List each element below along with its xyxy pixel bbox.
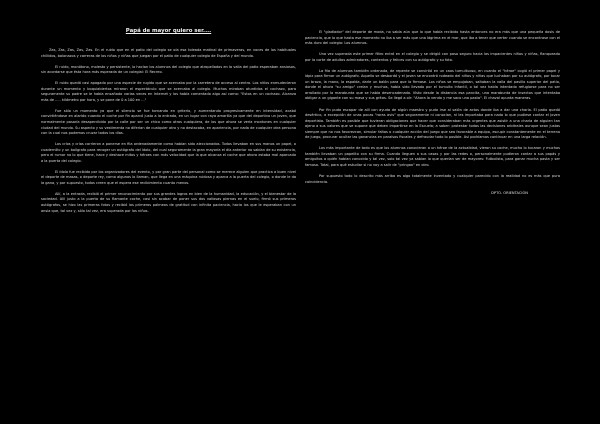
signature: DPTO. ORIENTACIÓN [491,191,528,196]
paragraph: El ruido quedó casi apagado por una especie de rugido que se acercaba por la carretera de acceso al centro. Los niños enmudecieron durante un momento y boquiabiertos miraron el espectáculo que se acercaba al colegio. Muchos miraban aturdidos el cochazo, para seguramente su padre se le había ensañado varias veces en Internet y los había comentado algo así como: "Estos en un cochazo. Alcanza más de ..... kilómetro por hora, y se pone de 0 a 100 en ..." [41,81,296,102]
paragraph: La fila de alumnos también ordenada, de repente se convirtió en un caos tumultuoso, en cuanto el "héroe" cogió el primer papel y lápiz para firmar un autógrafo. Aquello se desbordó y el joven se encontró rodeado del niños y niñas que luchaban por su autógrafo, por tocar un brazo, la mano, la espalda, darle un balón para que lo firmase. Los niños se empujaban, saltaban la valla del pasillo superior del patio, donde el ahora "su amigo" creían y muchos, había sido llevado por el tumulto infantil, o tal vez había intentado refugiarse para no ser arrollado por la marabunta que se había desencadenado. Visto desde la distancia esa pancita, una marabunta de insectos que intentaba obligar a un gigante con su masa y sus gritos. Se llegó a oír: "Ahora lo vendo y me saco una pasta". El chaval apunta maneras. [305,68,560,101]
paragraph: El "gladiador" del deporte de moda, no sabía aún que lo que había recibido hasta entonces no era más que una pequeña dosis de paciencia, que lo que hasta ese momento no iba a ser más que una lágrima en el mar, que iba a tener que verter cuando se encontrase con el más duro del colegio: Los alumnos. [305,30,560,46]
paragraph: Por fin pudo escapar de allí con ayuda de algún maestro y pudo irse al salón de actos donde iba a dar una charla. El patio quedó desértico, a excepción de unas pocas "raras avis" que seguramente ni conocían, ni les importaba para nada lo que pudiese contar el joven deportista. También es posible que tuvieran obligaciones que hacer que consideraban más urgentes que asistir a una charla de alguien tan ajeno a sus valores que se supone que deben impartirse en la Escuela; a saber: protestar todas las decisiones arbitrales aunque sean justas siempre que no nos favorezcan, simular faltas o cualquier acción del juego que sea favorable a equipo, escupir constantemente en el terreno de juego, procurar ocultar las ganancias en paraísos fiscales y defraudar todo lo posible. Así podríamos continuar en una larga relación. [305,107,560,140]
paragraph: Zas, Zas, Zas, Zas, Zas. En el ruido que en el patio del colegio se oía esa toleada matinal de primaveras, en voces de los habituales chillidos, balonazos y carreras de los niños y niñas que juegan por el patio de cualquier colegio de España y del mundo. [41,48,296,58]
paragraph: Allí, a la entrada, recibió el primer reconocimiento por sus grandes logros en bien de la humanidad, la educación, y el bienestar de la sociedad. Allí justo a la puerta de su flamante coche, casi sin acabar de poner sus dos valiosas piernas en el suelo, firmó sus primeros autógrafos, se hizo las primeras fotos y recibió los primeros palmeos de gratitud con infinita paciencia, hacia los que le esperaban con un ansia que, tal vez y, sólo tal vez, era superada por los niños. [41,191,296,213]
paragraph: El ídolo fue recibido por los organizadores del evento, y por gran parte del personal como se merece alguien que practica a buen nivel el deporte de masas, o deporte rey, como algunos lo llaman, que llega en una máquina ruidosa y aparca a la puerta del colegio, o donde le da la gana, y por supuesto, todos creen que el espera ese recibimiento cuanto menos. [41,169,296,185]
right-column [305,30,560,197]
footnote: Por supuesto todo lo descrito más arriba es algo totalmente inventado y cualquier parecido con la realidad no es más que pura coincidencia. [305,173,560,184]
paragraph: Los más importante de todo es que los alumnos conocieran a un héroe de la actualidad, vieron su coche, mucho lo tocaron y muchos también llevaban un papelito con su firma. Cuando lleguen a sus casas y por las redes o, personalmente pudieron contar a sus papás y amiguitos a quién habían conocido y tal vez, solo tal vez ya sabían lo que querían ser de mayores: Futbolista, para ganar mucha pasta y ser famoso. Total, para qué estudiar si no voy a salir de "pringao" en otro. [305,146,560,167]
left-column [41,28,296,220]
document-title: Papá de mayor quiero ser.... [125,28,212,34]
paragraph: Los críos y crías corrieron a ponerse en fila ordenadamente como habían sido aleccionados. Todos llevaban en sus manos un papel, o cuadernillo y un bolígrafo para recoger un autógrafo del ídolo, del cual seguramente la gran mayoría el día anterior no sabían de su existencia, pero el rumor no lo que tiene, hace y deshace mitos y héroes con más velocidad que la que alcanza el coche que ahora estaba mal aparcado a la puerta del colegio. [41,142,296,163]
paragraph: Una vez superada este primer filtro entró en el colegio y se dirigió con paso seguro hacia los impacientes niños y niñas, flanqueado por la corte de adultos admiradores, contentos y felices con su autógrafo y su foto. [305,52,560,62]
paragraph: El ruido, monótono, molesto y persistente, lo hacían los alumnos del colegio que atropellados en la valla del patio esperaban ansiosos, sin acordarse que ésta hora más esperada de un colegial: El Recreo. [41,64,296,75]
paragraph: Fue sólo un momento ya que el silencio se fue tornando en griterío, y aumentando progresivamente en intensidad, acabó convirtiéndose en alarido cuando el coche por fin aparcó justo a la entrada, en un lugar con raya amarilla ya que del deportivo un joven, que normalmente pasaría desapercibido por la calle por ser un chico como otros cualquiera, de los que ahora se vería montones en cualquier ciudad del mundo. Su aspecto y su vestimenta no diferían de cualquier otro y no destacaba, en apariencia, por nada de cualquier otra persona con la cual nos podemos cruzar todos los días. [41,108,296,136]
